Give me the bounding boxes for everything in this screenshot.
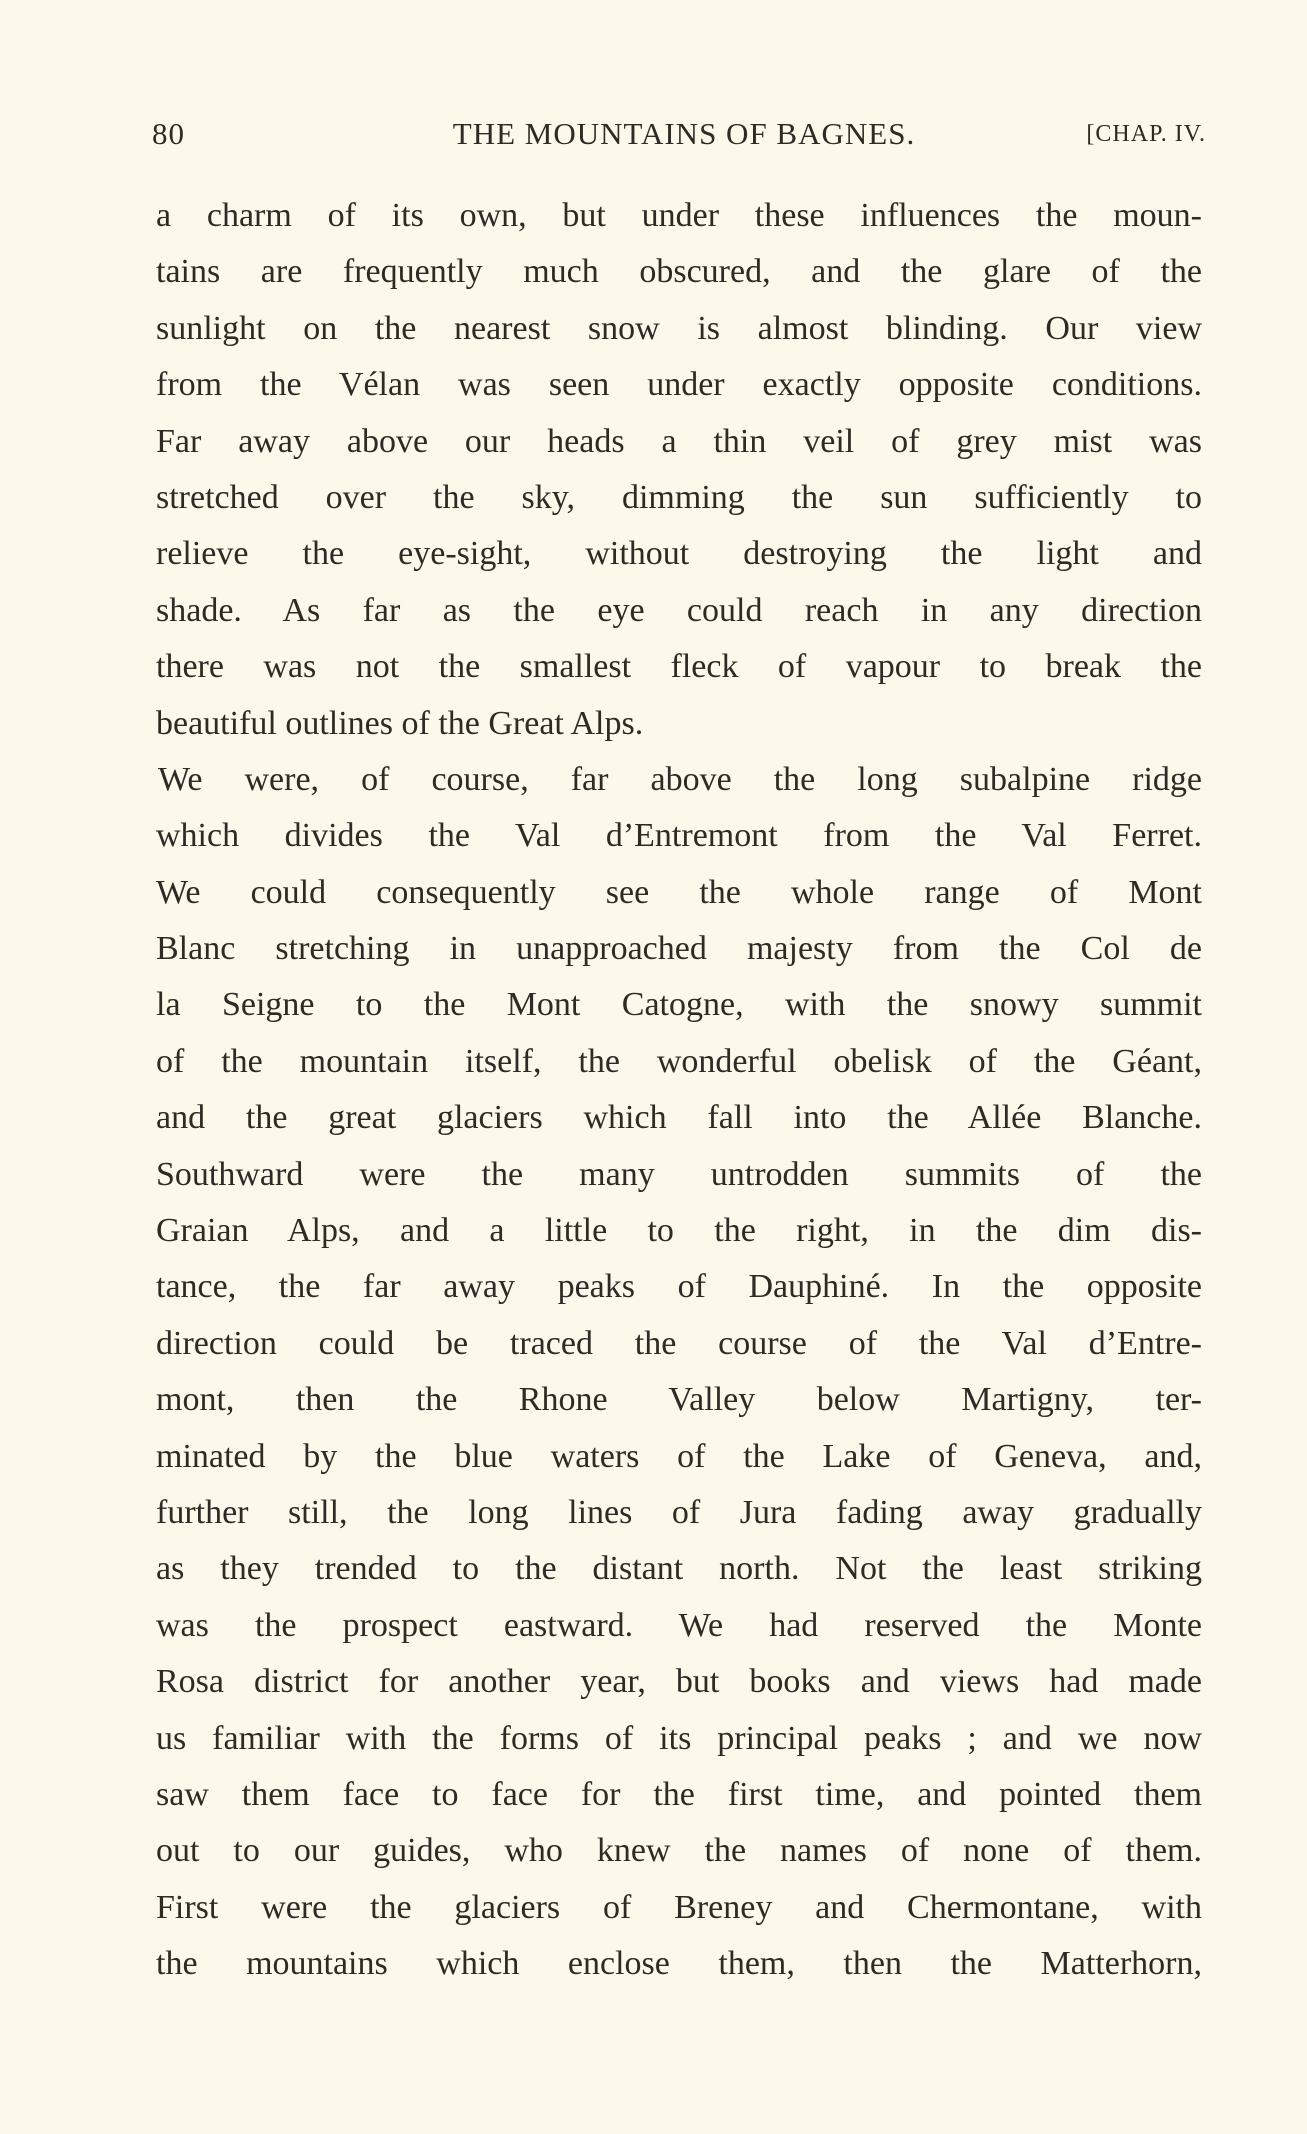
text-line: of the mountain itself, the wonderful obelisk of the Géant,	[156, 1042, 1202, 1080]
text-line: out to our guides, who knew the names of none of them.	[156, 1832, 1202, 1870]
text-line: stretched over the sky, dimming the sun sufficiently to	[156, 478, 1202, 516]
running-title: THE MOUNTAINS OF BAGNES.	[452, 116, 916, 151]
text-line: We could consequently see the whole range of Mont	[156, 873, 1202, 911]
text-line: tance, the far away peaks of Dauphiné. In the opposite	[156, 1268, 1202, 1306]
text-line: further still, the long lines of Jura fading away gradually	[156, 1493, 1202, 1531]
page-number: 80	[152, 116, 185, 151]
text-line: a charm of its own, but under these influences the moun-	[156, 197, 1202, 234]
text-line: Southward were the many untrodden summits of the	[156, 1155, 1202, 1193]
text-line: as they trended to the distant north. Not the least striking	[156, 1550, 1202, 1588]
paragraph-start-line: We were, of course, far above the long subalpine ridge	[158, 760, 1202, 798]
text-line: mont, then the Rhone Valley below Martigny, ter-	[156, 1381, 1202, 1419]
text-line: Blanc stretching in unapproached majesty from the Col de	[156, 930, 1202, 968]
text-line: sunlight on the nearest snow is almost blinding. Our view	[156, 309, 1202, 347]
text-line: there was not the smallest fleck of vapour to break the	[156, 648, 1202, 686]
paragraph-end-line: beautiful outlines of the Great Alps.	[156, 704, 644, 742]
text-line: direction could be traced the course of the Val d’Entre-	[156, 1324, 1202, 1362]
text-line: was the prospect eastward. We had reserved the Monte	[156, 1606, 1202, 1644]
text-line: la Seigne to the Mont Catogne, with the snowy summit	[156, 986, 1202, 1024]
text-line: Graian Alps, and a little to the right, in the dim dis-	[156, 1212, 1202, 1250]
text-line: and the great glaciers which fall into the Allée Blanche.	[156, 1099, 1202, 1137]
text-line: which divides the Val d’Entremont from the Val Ferret.	[156, 817, 1202, 855]
text-line: First were the glaciers of Breney and Chermontane, with	[156, 1888, 1202, 1926]
text-line: shade. As far as the eye could reach in any direction	[156, 591, 1202, 629]
text-line: saw them face to face for the first time, and pointed them	[156, 1775, 1202, 1813]
text-line: Rosa district for another year, but books and views had made	[156, 1663, 1202, 1701]
text-line: us familiar with the forms of its principal peaks ; and we now	[156, 1719, 1202, 1757]
text-line: Far away above our heads a thin veil of grey mist was	[156, 422, 1202, 460]
text-line: the mountains which enclose them, then the Matterhorn,	[156, 1945, 1202, 1983]
text-line: tains are frequently much obscured, and the glare of the	[156, 253, 1202, 291]
text-line: relieve the eye-sight, without destroying the light and	[156, 535, 1202, 573]
body-text	[156, 188, 1202, 1993]
text-line: from the Vélan was seen under exactly opposite conditions.	[156, 366, 1202, 404]
running-head	[152, 110, 1206, 158]
chapter-reference: [CHAP. IV.	[1086, 121, 1206, 147]
text-line: minated by the blue waters of the Lake of Geneva, and,	[156, 1437, 1202, 1475]
